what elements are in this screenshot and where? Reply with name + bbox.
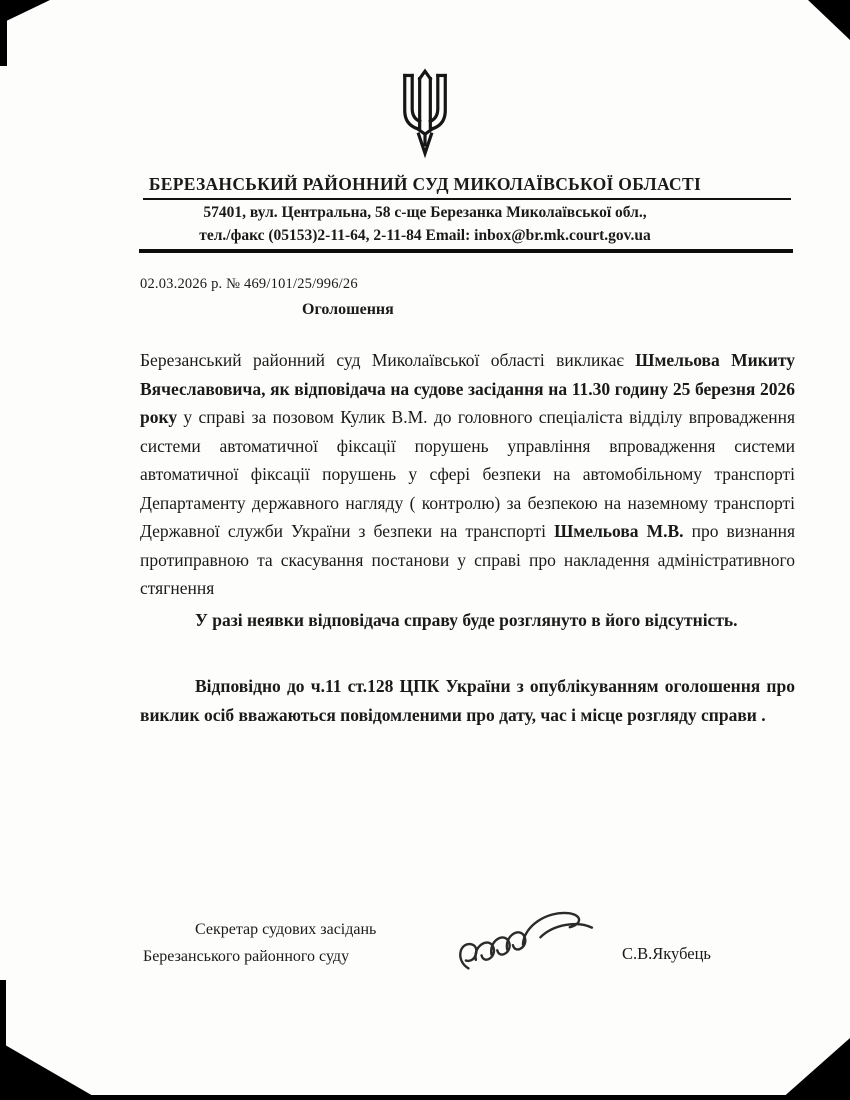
body-paragraph-summons — [140, 346, 795, 603]
scan-artifact-top-right — [808, 0, 850, 40]
p1-segment-tail: про визнання протиправною та скасування постанови у справі про накладення адміністративного стягнення — [140, 521, 795, 598]
scan-artifact-left-edge-bottom — [0, 980, 6, 1100]
court-contacts: тел./факс (05153)2-11-64, 2-11-84 Email: inbox@br.mk.court.gov.ua — [199, 227, 651, 244]
document-ref-line: 02.03.2026 р. № 469/101/25/996/26 — [140, 276, 358, 292]
scan-artifact-left-edge-top — [0, 0, 7, 66]
p1-segment-case-details: у справі за позовом Кулик В.М. до головного спеціаліста відділу впровадження системи автоматичної фіксації порушень управління впровадження системи автоматичної фіксації порушень у сфері безпеки на автомобільному транспорті Департаменту державного нагляду ( контролю) за безпекою на наземному транспорті Державної служби України з безпеки на транспорті — [140, 407, 795, 541]
scan-artifact-top-left — [0, 0, 50, 24]
p1-segment-name-bold: Шмельова М.В. — [554, 521, 684, 541]
signatory-role — [143, 916, 443, 970]
p1-segment-defendant-bold: Шмельова Микиту Вячеславовича, як відповідача на судове засідання на 11.30 годину 25 березня 2026 року — [140, 350, 795, 427]
body-paragraph-legal-basis: Відповідно до ч.11 ст.128 ЦПК України з опублікуванням оголошення про виклик осіб вважаються повідомленими про дату, час і місце розгляду справи . — [140, 676, 795, 725]
header-divider-thick — [139, 249, 793, 253]
p1-segment-normal: Березанський районний суд Миколаївської області викликає — [140, 350, 636, 370]
court-name: БЕРЕЗАНСЬКИЙ РАЙОННИЙ СУД МИКОЛАЇВСЬКОЇ ОБЛАСТІ — [148, 174, 702, 194]
signatory-name: С.В.Якубець — [622, 944, 711, 963]
header-divider-thin — [143, 198, 791, 200]
court-address: 57401, вул. Центральна, 58 с-ще Березанка Миколаївської обл., — [203, 204, 647, 221]
body-paragraph-absence-warning: У разі неявки відповідача справу буде розглянуто в його відсутність. — [195, 610, 738, 630]
ukraine-trident-icon — [388, 68, 462, 164]
scan-artifact-bottom-right — [780, 1038, 850, 1100]
handwritten-signature — [442, 892, 618, 999]
scan-artifact-bottom-edge — [0, 1095, 850, 1100]
signatory-role-line2: Березанського районного суду — [143, 948, 350, 965]
signatory-role-line1: Секретар судових засідань — [195, 921, 377, 938]
scan-artifact-bottom-left — [0, 1042, 100, 1100]
document-title: Оголошення — [302, 301, 394, 318]
